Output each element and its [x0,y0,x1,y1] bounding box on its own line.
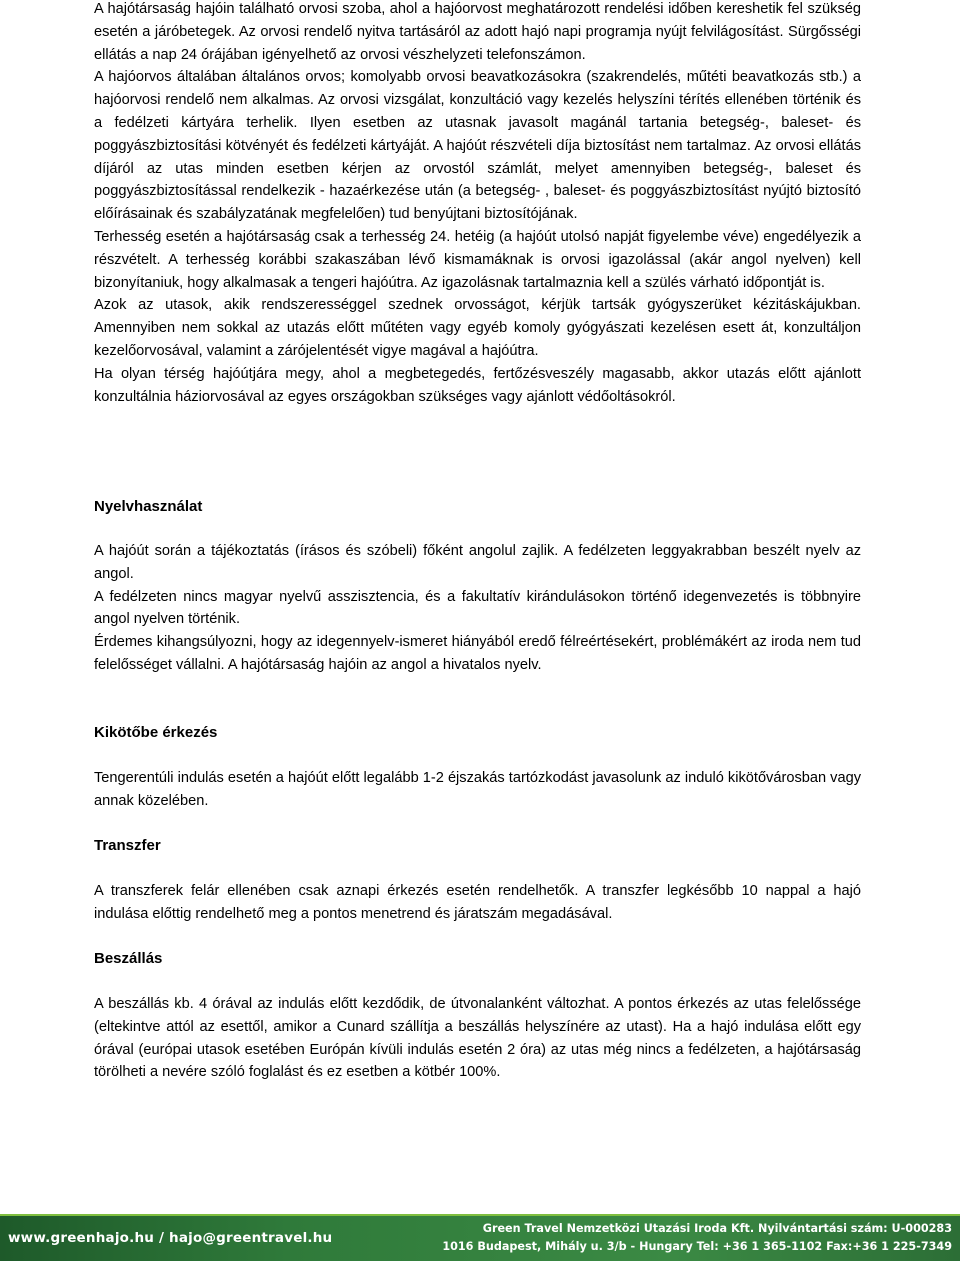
footer-banner [0,1214,960,1261]
arrival-section [94,767,861,813]
paragraph: Ha olyan térség hajóútjára megy, ahol a megbetegedés, fertőzésveszély magasabb, akkor utazás előtt ajánlott konzultálnia háziorvosával az egyes országokban szükséges vagy ajánlott védőoltásokról. [94,365,861,405]
paragraph: A beszállás kb. 4 órával az indulás előtt kezdődik, de útvonalanként változhat. A pontos érkezés az utas felelőssége (eltekintve attól az esettől, amikor a Cunard szállítja a beszállás helyszínére az utast). Ha a hajó indulása előtt egy órával (európai utasok esetében Európán kívüli indulás esetén 2 óra) az utas még nincs a fedélzeten, a hajótársaság törölheti a nevére szóló foglalást és ez esetben a kötbér 100%. [94,996,861,1081]
paragraph: A transzferek felár ellenében csak aznapi érkezés esetén rendelhetők. A transzfer legkésőbb 10 nappal a hajó indulása előttig rendelhető meg a pontos menetrend és járatszám megadásával. [94,883,861,922]
footer-company-info [442,1220,952,1256]
section-heading-language: Nyelvhasználat [94,498,203,515]
language-section [94,540,861,677]
paragraph: A hajóorvos általában általános orvos; komolyabb orvosi beavatkozásokra (szakrendelés, műtéti beavatkozás stb.) a hajóorvosi rendelő nem alkalmas. Az orvosi vizsgálat, konzultáció vagy kezelés helyszíni térítés ellenében történik és a fedélzeti kártyára terhelik. Ilyen esetben az utasnak javasolt magánál tartania betegség-, baleset- és poggyászbiztosítási kötvényét és fedélzeti kártyáját. A hajóút részvételi díja biztosítást nem tartalmaz. Az orvosi ellátás díjáról az utas minden esetben kérjen az orvostól számlát, melyet amennyiben betegség-, baleset és poggyászbiztosítással rendelkezik - hazaérkezése után (a betegség- , baleset- és poggyászbiztosítást nyújtó biztosító előírásainak és szabályzatának megfelelően) tud benyújtani biztosítójának. [94,69,861,223]
paragraph: Azok az utasok, akik rendszerességgel szednek orvosságot, kérjük tartsák gyógyszerüket kézitáskájukban. Amennyiben nem sokkal az utazás előtt műtéten vagy egyéb komoly gyógyászati kezelésen esett át, konzultáljon kezelőorvosával, valamint a zárójelentését vigye magával a hajóútra. [94,297,861,359]
paragraph: Érdemes kihangsúlyozni, hogy az idegennyelv-ismeret hiányából eredő félreértésekért, problémákért az iroda nem tud felelősséget vállalni. A hajótársaság hajóin az angol a hivatalos nyelv. [94,634,861,673]
paragraph: A hajótársaság hajóin található orvosi szoba, ahol a hajóorvost meghatározott rendelési időben kereshetik fel szükség esetén a járóbetegek. Az orvosi rendelő nyitva tartásáról az adott hajó napi programja nyújt felvilágosítást. Sürgősségi ellátás a nap 24 órájában igényelhető az orvosi vészhelyzeti telefonszámon. [94,1,861,63]
footer-address-line: 1016 Budapest, Mihály u. 3/b - Hungary Tel: +36 1 365-1102 Fax:+36 1 225-7349 [442,1240,952,1253]
medical-info-block [94,0,861,408]
paragraph: A fedélzeten nincs magyar nyelvű asszisztencia, és a fakultatív kirándulásokon történő idegenvezetés is többnyire angol nyelven történik. [94,588,861,628]
section-heading-transfer: Transzfer [94,837,161,854]
boarding-section [94,993,861,1084]
footer-web-contact[interactable]: www.greenhajo.hu / hajo@greentravel.hu [8,1230,333,1246]
section-heading-arrival: Kikötőbe érkezés [94,724,218,741]
footer-company-line: Green Travel Nemzetközi Utazási Iroda Kft. Nyilvántartási szám: U-000283 [482,1222,952,1235]
paragraph: Terhesség esetén a hajótársaság csak a terhesség 24. hetéig (a hajóút utolsó napját figyelembe véve) engedélyezik a részvételt. A terhesség korábbi szakaszában lévő kismamáknak is orvosi igazolással (akár angol nyelven) kell bizonyítaniuk, hogy alkalmasak a tengeri hajóútra. Az igazolásnak tartalmaznia kell a szülés várható időpontját is. [94,228,861,291]
paragraph: A hajóút során a tájékoztatás (írásos és szóbeli) főként angolul zajlik. A fedélzeten leggyakrabban beszélt nyelv az angol. [94,543,861,582]
paragraph: Tengerentúli indulás esetén a hajóút előtt legalább 1-2 éjszakás tartózkodást javasolunk az induló kikötővárosban vagy annak közelében. [94,770,861,809]
transfer-section [94,880,861,926]
section-heading-boarding: Beszállás [94,950,163,967]
